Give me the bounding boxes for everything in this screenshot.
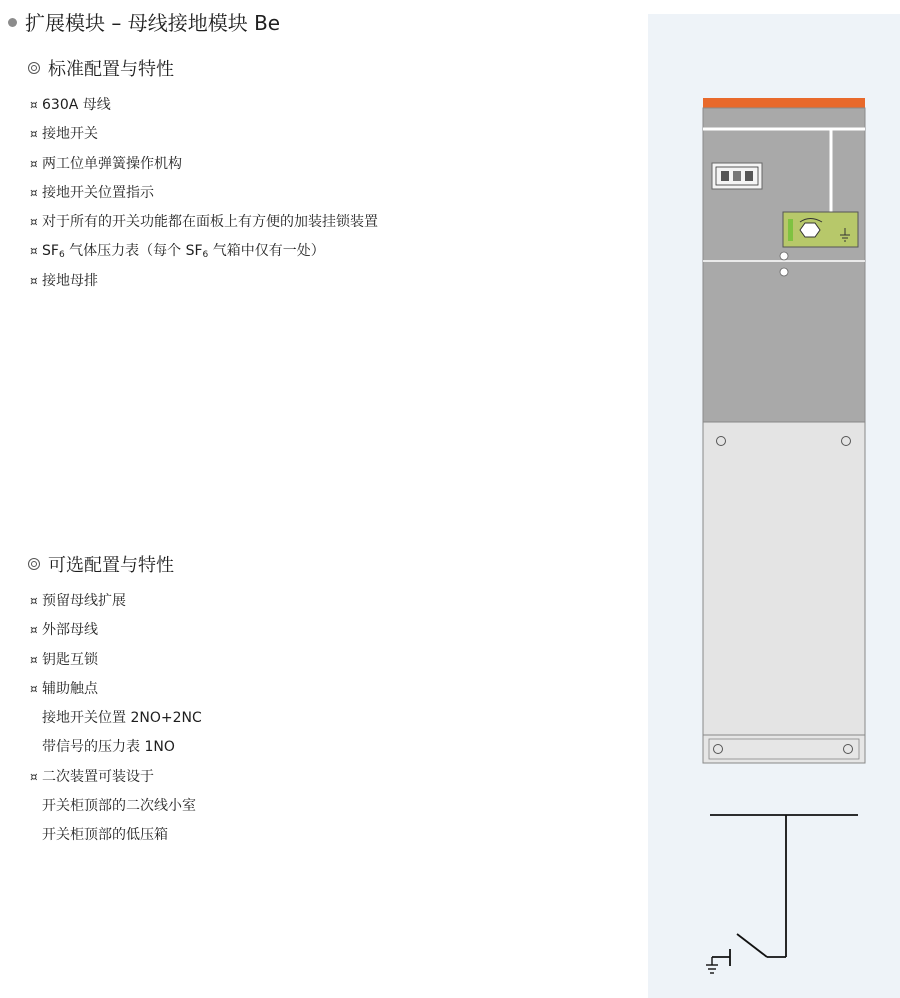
page-title-text: 扩展模块 – 母线接地模块 Be bbox=[25, 11, 281, 35]
list-item-text: 开关柜顶部的二次线小室 bbox=[42, 798, 196, 815]
subscript-six: 6 bbox=[202, 250, 209, 261]
list-item-text: 带信号的压力表 1NO bbox=[42, 739, 175, 756]
list-item-text: 钥匙互锁 bbox=[42, 651, 98, 668]
operating-shaft-icon bbox=[800, 223, 820, 237]
gauge-text-end: 气箱中仅有一处） bbox=[208, 243, 325, 260]
cabinet-upper-panel bbox=[703, 108, 865, 422]
currency-bullet-icon: ¤ bbox=[30, 769, 38, 784]
currency-bullet-icon: ¤ bbox=[30, 215, 38, 230]
currency-bullet-icon: ¤ bbox=[30, 127, 38, 142]
earthing-switch-blade bbox=[737, 934, 767, 957]
indicator-light bbox=[780, 252, 788, 260]
currency-bullet-icon: ¤ bbox=[30, 185, 38, 200]
list-item-text: 二次装置可装设于 bbox=[42, 768, 154, 785]
list-item-text: 接地母排 bbox=[42, 272, 98, 289]
single-line-diagram bbox=[706, 815, 858, 973]
currency-bullet-icon: ¤ bbox=[30, 681, 38, 696]
currency-bullet-icon: ¤ bbox=[30, 244, 38, 259]
lock-indicator bbox=[788, 219, 793, 241]
optional-heading-text: 可选配置与特性 bbox=[48, 555, 174, 576]
list-item-text: 预留母线扩展 bbox=[42, 593, 126, 609]
earth-symbol-icon bbox=[706, 957, 718, 973]
list-item-text: 630A 母线 bbox=[42, 97, 111, 113]
standard-heading-text: 标准配置与特性 bbox=[48, 59, 174, 80]
list-item-text: 对于所有的开关功能都在面板上有方便的加装挂锁装置 bbox=[42, 214, 378, 231]
currency-bullet-icon: ¤ bbox=[30, 652, 38, 667]
list-item-text: 辅助触点 bbox=[42, 680, 98, 697]
currency-bullet-icon: ¤ bbox=[30, 594, 38, 608]
list-item-text: 接地开关 bbox=[42, 126, 98, 143]
list-item-text: 接地开关位置指示 bbox=[42, 184, 154, 201]
mechanism-panel bbox=[783, 212, 858, 247]
list-item-text: 开关柜顶部的低压箱 bbox=[42, 827, 168, 844]
indicator-light bbox=[780, 268, 788, 276]
currency-bullet-icon: ¤ bbox=[30, 98, 38, 112]
cabinet-lower-cover bbox=[703, 422, 865, 735]
currency-bullet-icon: ¤ bbox=[30, 623, 38, 638]
list-item-text: 外部母线 bbox=[42, 622, 98, 639]
list-item-text: 接地开关位置 2NO+2NC bbox=[42, 710, 202, 727]
cabinet-top-strip bbox=[703, 98, 865, 108]
currency-bullet-icon: ¤ bbox=[30, 156, 38, 171]
subscript-six: 6 bbox=[58, 250, 65, 261]
list-item-text: 两工位单弹簧操作机构 bbox=[42, 155, 182, 172]
nameplate-icon bbox=[712, 163, 762, 189]
sf-text: SF bbox=[42, 243, 59, 260]
currency-bullet-icon: ¤ bbox=[30, 273, 38, 288]
switchgear-cabinet bbox=[703, 98, 865, 763]
gauge-text: 气体压力表（每个 SF bbox=[64, 243, 203, 260]
